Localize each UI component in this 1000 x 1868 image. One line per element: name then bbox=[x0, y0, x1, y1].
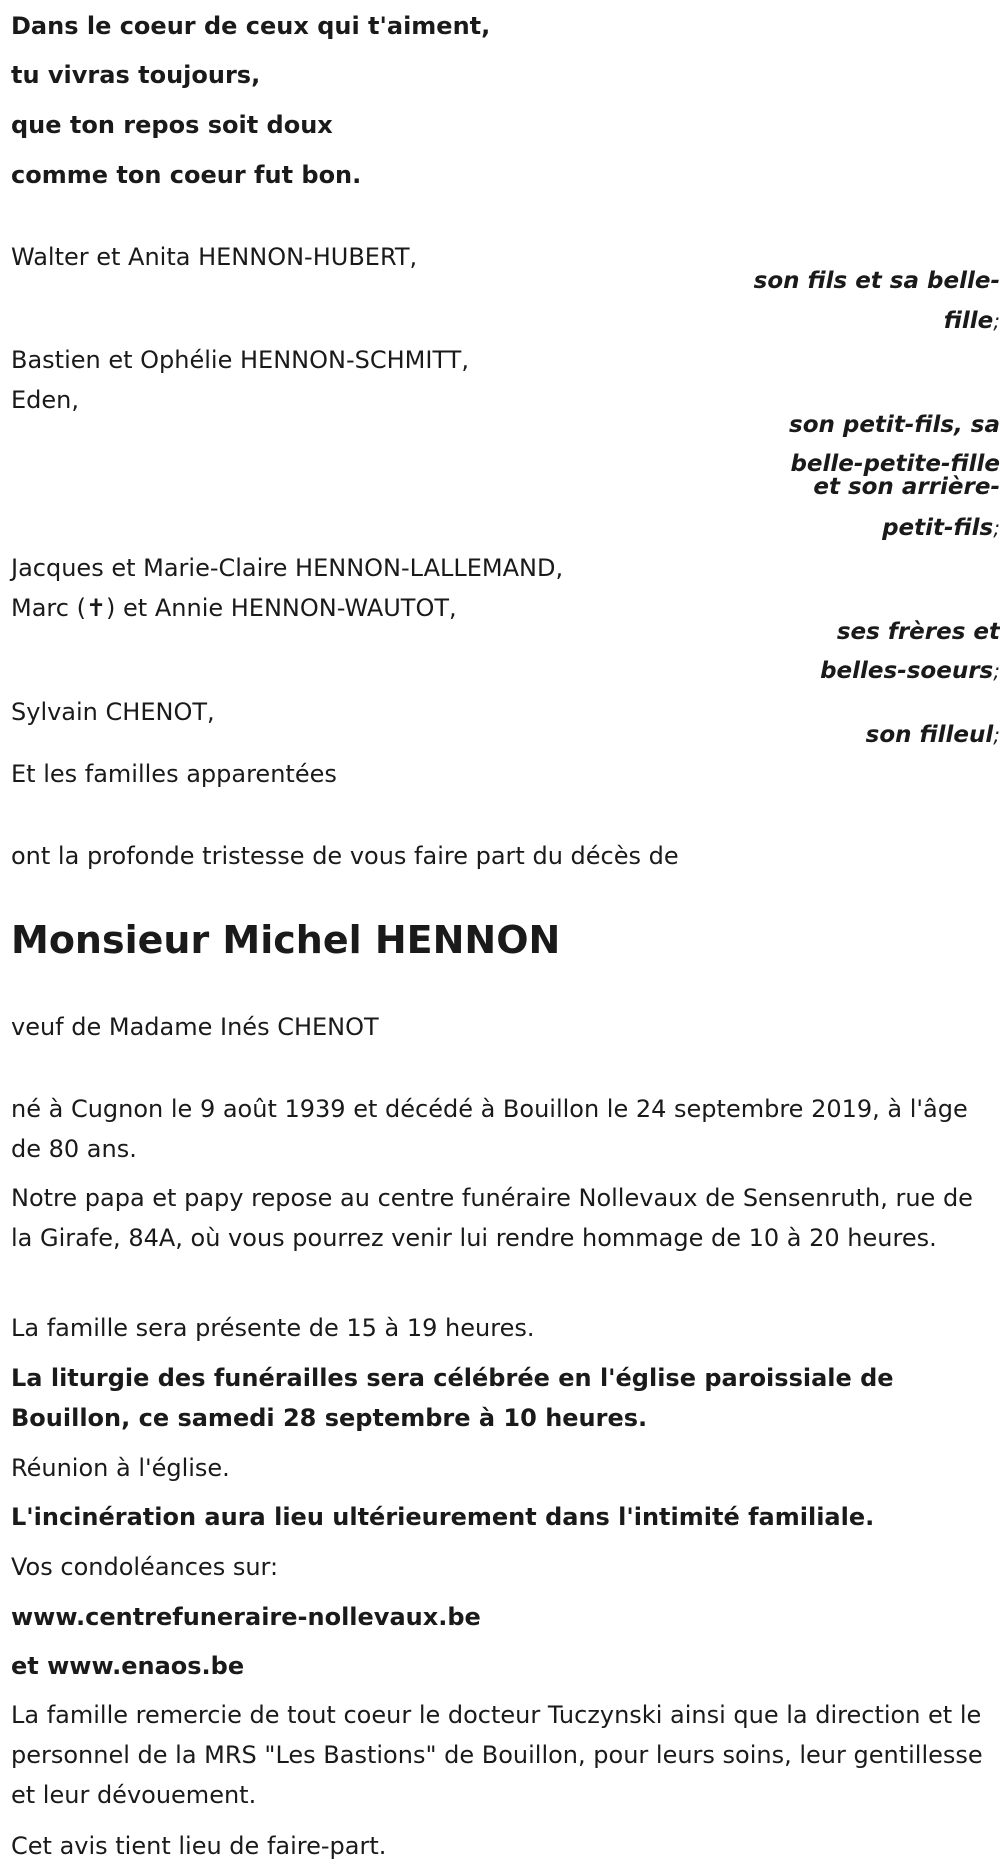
semicolon: ; bbox=[993, 309, 1000, 333]
poem-line-3: que ton repos soit doux bbox=[11, 111, 333, 139]
widower: veuf de Madame Inés CHENOT bbox=[11, 1013, 379, 1041]
poem-line-4: comme ton coeur fut bon. bbox=[11, 161, 362, 189]
rest-place: Notre papa et papy repose au centre funéraire Nollevaux de Sensenruth, rue de la Girafe, 84A, où vous pourrez venir lui rendre hommage de 10 à 20 heures. bbox=[11, 1184, 973, 1252]
closing: Cet avis tient lieu de faire-part. bbox=[11, 1832, 387, 1860]
grandchildren-line-2: Eden, bbox=[11, 386, 80, 414]
son-role-line-1 bbox=[0, 261, 1000, 301]
website-2: et www.enaos.be bbox=[11, 1652, 245, 1680]
semicolon: ; bbox=[993, 723, 1000, 747]
grand-role-line-3 bbox=[0, 467, 1000, 507]
godson-role-text: son filleul bbox=[865, 722, 994, 748]
birth-death: né à Cugnon le 9 août 1939 et décédé à Bouillon le 24 septembre 2019, à l'âge de 80 ans. bbox=[11, 1095, 968, 1163]
thanks: La famille remercie de tout coeur le docteur Tuczynski ainsi que la direction et le personnel de la MRS "Les Bastions" de Bouillon, pour leurs soins, leur gentillesse et leur dévouement. bbox=[11, 1701, 983, 1809]
son-role-text-1: son fils et sa belle- bbox=[753, 268, 1000, 294]
son-role-text-2: fille bbox=[943, 308, 994, 334]
siblings-role-text-1: ses frères et bbox=[836, 619, 1000, 645]
grand-role-line-1 bbox=[0, 405, 1000, 445]
deceased-name: Monsieur Michel HENNON bbox=[11, 918, 561, 962]
semicolon: ; bbox=[993, 659, 1000, 683]
grand-role-line-4 bbox=[0, 508, 1000, 548]
grand-role-text-4: petit-fils bbox=[882, 515, 994, 541]
godson-role-line bbox=[0, 715, 1000, 755]
cremation: L'incinération aura lieu ultérieurement dans l'intimité familiale. bbox=[11, 1503, 875, 1531]
siblings-role-text-2: belles-soeurs bbox=[820, 658, 994, 684]
godson-name: Sylvain CHENOT, bbox=[11, 698, 215, 726]
relatives: Et les familles apparentées bbox=[11, 760, 337, 788]
family-presence: La famille sera présente de 15 à 19 heures. bbox=[11, 1314, 535, 1342]
grand-role-text-3: et son arrière- bbox=[813, 474, 1000, 500]
grand-role-text-2: belle-petite-fille bbox=[790, 451, 1000, 477]
semicolon: ; bbox=[993, 516, 1000, 540]
poem-line-1: Dans le coeur de ceux qui t'aiment, bbox=[11, 12, 491, 40]
grand-role-text-1: son petit-fils, sa bbox=[789, 412, 1000, 438]
siblings-line-1: Jacques et Marie-Claire HENNON-LALLEMAND, bbox=[11, 554, 564, 582]
meeting: Réunion à l'église. bbox=[11, 1454, 230, 1482]
son-role-line-2 bbox=[0, 301, 1000, 341]
liturgy: La liturgie des funérailles sera célébrée en l'église paroissiale de Bouillon, ce samedi 28 septembre à 10 heures. bbox=[11, 1364, 894, 1432]
condolences-label: Vos condoléances sur: bbox=[11, 1553, 279, 1581]
siblings-role-line-1 bbox=[0, 612, 1000, 652]
son-names: Walter et Anita HENNON-HUBERT, bbox=[11, 243, 418, 271]
siblings-role-line-2 bbox=[0, 651, 1000, 691]
grandchildren-line-1: Bastien et Ophélie HENNON-SCHMITT, bbox=[11, 346, 469, 374]
announcement: ont la profonde tristesse de vous faire part du décès de bbox=[11, 842, 679, 870]
website-1: www.centrefuneraire-nollevaux.be bbox=[11, 1603, 481, 1631]
poem-line-2: tu vivras toujours, bbox=[11, 61, 261, 89]
siblings-line-2: Marc (✝) et Annie HENNON-WAUTOT, bbox=[11, 594, 457, 622]
